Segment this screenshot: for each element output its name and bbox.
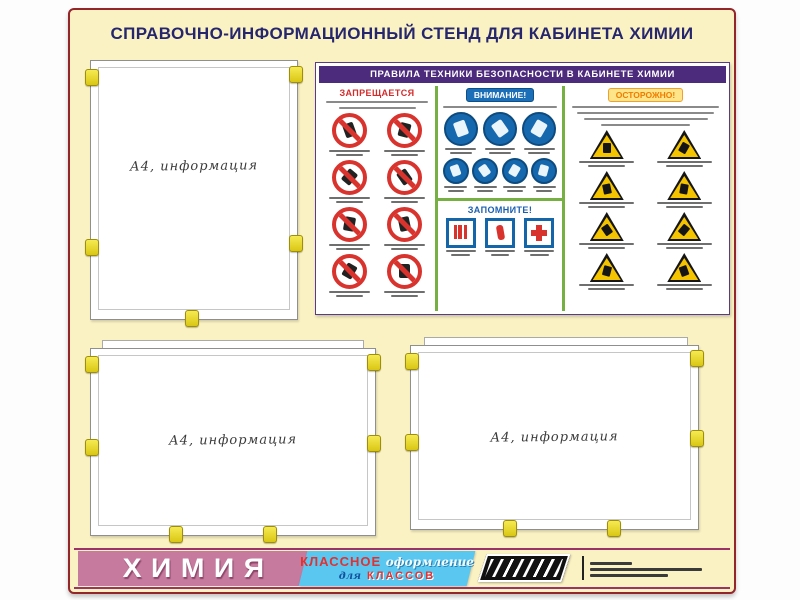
mandatory-sign-cell bbox=[530, 158, 560, 192]
prohibition-sign-icon bbox=[332, 160, 367, 195]
sign-caption-line bbox=[579, 243, 634, 245]
warning-sign-cell bbox=[568, 253, 646, 290]
remember-header: ЗАПОМНИТЕ! bbox=[467, 205, 533, 215]
caution-header: ОСТОРОЖНО! bbox=[608, 88, 683, 102]
footer-divider bbox=[582, 556, 584, 580]
clip-icon bbox=[367, 435, 381, 452]
mandatory-sign-icon bbox=[444, 112, 478, 146]
prohibition-sign-cell bbox=[322, 113, 377, 156]
pictogram bbox=[538, 164, 550, 177]
prohibition-sign-cell bbox=[322, 254, 377, 297]
sign-caption-line bbox=[474, 186, 497, 188]
clip-icon bbox=[263, 526, 277, 543]
sign-caption-line bbox=[657, 284, 712, 286]
sign-caption-line bbox=[391, 154, 418, 156]
sign-caption bbox=[651, 200, 718, 208]
a4-placeholder-label: А4, информация bbox=[129, 158, 259, 175]
fine-print-line bbox=[590, 574, 668, 577]
sign-caption bbox=[473, 184, 498, 192]
pictogram bbox=[496, 225, 505, 241]
sign-caption-line bbox=[384, 244, 424, 246]
warning-sign-icon bbox=[667, 253, 701, 282]
clip-icon bbox=[85, 356, 99, 373]
subject-banner bbox=[78, 551, 308, 586]
safety-rules-poster bbox=[315, 62, 730, 315]
mandatory-sign-icon bbox=[483, 112, 517, 146]
mandatory-sign-cell bbox=[520, 112, 559, 154]
mandatory-sign-grid-row2 bbox=[441, 158, 559, 192]
first-aid-cross-icon bbox=[524, 218, 554, 248]
prohibition-slash bbox=[336, 163, 365, 192]
sign-caption bbox=[532, 184, 557, 192]
sign-caption bbox=[522, 248, 556, 256]
pictogram bbox=[531, 225, 547, 241]
brand-word-klassnoe: КЛАССНОЕ bbox=[300, 554, 382, 570]
warning-sign-cell bbox=[646, 171, 724, 208]
column-caution bbox=[565, 86, 726, 311]
pictogram bbox=[508, 163, 521, 177]
sign-caption-line bbox=[391, 295, 418, 297]
pocket-a4-landscape-right bbox=[410, 345, 699, 530]
sign-caption bbox=[573, 282, 640, 290]
prohibition-slash bbox=[391, 210, 420, 239]
prohibition-sign-icon bbox=[332, 113, 367, 148]
footer-top-rule bbox=[74, 548, 730, 550]
fire-extinguisher-sign-cell bbox=[480, 218, 519, 256]
warning-sign-icon bbox=[667, 212, 701, 241]
fine-print-line bbox=[590, 562, 632, 565]
prohibition-slash bbox=[391, 163, 420, 192]
clip-icon bbox=[607, 520, 621, 537]
intro-text-line bbox=[601, 124, 691, 126]
warning-sign-grid bbox=[568, 130, 723, 290]
sign-caption bbox=[326, 195, 373, 203]
brand-text bbox=[300, 551, 474, 586]
sign-caption-line bbox=[329, 244, 369, 246]
poster-title: ПРАВИЛА ТЕХНИКИ БЕЗОПАСНОСТИ В КАБИНЕТЕ ХИМИИ bbox=[319, 66, 726, 83]
warning-sign-icon bbox=[667, 171, 701, 200]
sign-caption bbox=[651, 282, 718, 290]
sign-caption-line bbox=[485, 250, 515, 252]
sign-caption-line bbox=[450, 152, 472, 154]
sign-caption-line bbox=[489, 152, 511, 154]
clip-icon bbox=[85, 439, 99, 456]
pocket-a4-landscape-left bbox=[90, 348, 376, 536]
sign-caption-line bbox=[451, 254, 470, 256]
intro-text-line bbox=[584, 118, 708, 120]
prohibition-sign-icon bbox=[387, 254, 422, 289]
mandatory-sign-icon bbox=[443, 158, 469, 184]
sign-caption-line bbox=[588, 165, 625, 167]
sign-caption-line bbox=[503, 186, 526, 188]
sign-caption-line bbox=[588, 206, 625, 208]
clip-icon bbox=[690, 430, 704, 447]
pictogram bbox=[491, 119, 509, 138]
warning-sign-icon bbox=[590, 253, 624, 282]
fire-hydrant-sign-cell bbox=[441, 218, 480, 256]
prohibition-sign-icon bbox=[332, 207, 367, 242]
warning-sign-cell bbox=[646, 130, 724, 167]
sign-caption-line bbox=[336, 154, 363, 156]
clip-icon bbox=[185, 310, 199, 327]
a4-placeholder-label: А4, информация bbox=[168, 432, 298, 449]
sign-caption-line bbox=[384, 150, 424, 152]
brand-word-dlya: для bbox=[338, 570, 361, 582]
sign-caption bbox=[444, 248, 478, 256]
mandatory-sign-icon bbox=[502, 158, 528, 184]
prohibition-sign-icon bbox=[332, 254, 367, 289]
warning-sign-icon bbox=[667, 130, 701, 159]
clip-icon bbox=[289, 235, 303, 252]
sign-caption bbox=[444, 146, 478, 154]
warning-sign-cell bbox=[646, 212, 724, 249]
sign-caption-line bbox=[666, 288, 703, 290]
sign-caption-line bbox=[384, 291, 424, 293]
warning-sign-cell bbox=[646, 253, 724, 290]
prohibition-sign-cell bbox=[377, 207, 432, 250]
sign-caption bbox=[483, 146, 517, 154]
sign-caption bbox=[573, 241, 640, 249]
prohibition-sign-cell bbox=[377, 254, 432, 297]
intro-text-line bbox=[577, 112, 713, 114]
pictogram bbox=[454, 225, 467, 239]
sign-caption-line bbox=[579, 202, 634, 204]
sign-caption-line bbox=[579, 161, 634, 163]
a4-sheet bbox=[98, 67, 290, 310]
fine-print-line bbox=[590, 568, 702, 571]
pictogram bbox=[452, 119, 468, 137]
sign-caption-line bbox=[666, 206, 703, 208]
prohibition-sign-cell bbox=[322, 160, 377, 203]
sign-caption bbox=[381, 195, 428, 203]
clip-icon bbox=[169, 526, 183, 543]
publisher-logo bbox=[477, 554, 570, 582]
publisher-fine-print bbox=[590, 559, 710, 580]
poster-body bbox=[319, 86, 726, 311]
sign-caption-line bbox=[666, 247, 703, 249]
subject-label: ХИМИЯ bbox=[122, 553, 274, 583]
clip-icon bbox=[367, 354, 381, 371]
stand-board bbox=[68, 8, 736, 594]
pictogram bbox=[449, 164, 461, 177]
column-prohibited bbox=[319, 86, 435, 311]
mandatory-sign-cell bbox=[471, 158, 501, 192]
sign-caption-line bbox=[491, 254, 510, 256]
mandatory-sign-cell bbox=[480, 112, 519, 154]
mandatory-sign-icon bbox=[531, 158, 557, 184]
warning-sign-icon bbox=[590, 171, 624, 200]
sign-caption bbox=[326, 148, 373, 156]
brand-word-klassov: КЛАССОВ bbox=[367, 569, 436, 582]
warning-sign-cell bbox=[568, 212, 646, 249]
mandatory-sign-cell bbox=[441, 158, 471, 192]
sign-caption bbox=[381, 289, 428, 297]
mandatory-sign-grid-row1 bbox=[441, 112, 559, 154]
brand-word-oformlenie: оформление bbox=[385, 555, 474, 570]
sign-caption-line bbox=[657, 202, 712, 204]
pictogram bbox=[478, 163, 492, 177]
stand-title: СПРАВОЧНО-ИНФОРМАЦИОННЫЙ СТЕНД ДЛЯ КАБИНЕТА ХИМИИ bbox=[110, 24, 694, 43]
pictogram bbox=[602, 183, 612, 194]
sign-caption-line bbox=[329, 150, 369, 152]
prohibition-sign-cell bbox=[377, 160, 432, 203]
clip-icon bbox=[690, 350, 704, 367]
sign-caption-line bbox=[588, 247, 625, 249]
sign-caption-line bbox=[657, 161, 712, 163]
sign-caption-line bbox=[666, 165, 703, 167]
fire-hydrant-icon bbox=[446, 218, 476, 248]
prohibition-slash bbox=[336, 116, 365, 145]
sign-caption-line bbox=[446, 250, 476, 252]
prohibition-slash bbox=[336, 210, 365, 239]
sign-caption-line bbox=[507, 190, 523, 192]
intro-text-line bbox=[326, 101, 427, 103]
prohibition-sign-grid bbox=[322, 113, 432, 297]
mandatory-sign-icon bbox=[472, 158, 498, 184]
warning-sign-cell bbox=[568, 130, 646, 167]
prohibition-sign-icon bbox=[387, 113, 422, 148]
prohibition-sign-cell bbox=[322, 207, 377, 250]
sign-caption bbox=[651, 159, 718, 167]
sign-caption-line bbox=[336, 248, 363, 250]
sign-caption-line bbox=[528, 152, 550, 154]
sign-caption bbox=[381, 242, 428, 250]
prohibited-header: ЗАПРЕЩАЕТСЯ bbox=[339, 88, 415, 98]
sign-caption-line bbox=[329, 197, 369, 199]
warning-sign-cell bbox=[568, 171, 646, 208]
clip-icon bbox=[503, 520, 517, 537]
sign-caption-line bbox=[448, 190, 464, 192]
column-mandatory bbox=[438, 86, 562, 311]
sign-caption-line bbox=[336, 295, 363, 297]
clip-icon bbox=[289, 66, 303, 83]
mandatory-sign-icon bbox=[522, 112, 556, 146]
a4-placeholder-label: А4, информация bbox=[490, 429, 619, 446]
clip-icon bbox=[85, 239, 99, 256]
sign-caption-line bbox=[657, 243, 712, 245]
attention-header: ВНИМАНИЕ! bbox=[466, 88, 534, 102]
pocket-a4-portrait bbox=[90, 60, 298, 320]
remember-sign-grid bbox=[441, 218, 559, 256]
sign-caption-line bbox=[329, 291, 369, 293]
sign-caption-line bbox=[579, 284, 634, 286]
sign-caption bbox=[573, 159, 640, 167]
sign-caption-line bbox=[444, 186, 467, 188]
sign-caption-line bbox=[477, 190, 493, 192]
pictogram bbox=[603, 143, 611, 153]
prohibition-slash bbox=[391, 116, 420, 145]
sign-caption-line bbox=[533, 186, 556, 188]
clip-icon bbox=[85, 69, 99, 86]
sign-caption bbox=[502, 184, 527, 192]
prohibition-sign-icon bbox=[387, 207, 422, 242]
sign-caption-line bbox=[336, 201, 363, 203]
intro-text-line bbox=[572, 106, 719, 108]
footer-bottom-rule bbox=[74, 587, 730, 589]
warning-sign-icon bbox=[590, 130, 624, 159]
sign-caption-line bbox=[588, 288, 625, 290]
brand-banner bbox=[299, 551, 476, 586]
prohibition-sign-icon bbox=[387, 160, 422, 195]
sign-caption bbox=[573, 200, 640, 208]
sign-caption-line bbox=[536, 190, 552, 192]
sign-caption-line bbox=[445, 148, 475, 150]
sign-caption-line bbox=[485, 148, 515, 150]
intro-text-line bbox=[339, 107, 416, 109]
pictogram bbox=[530, 119, 548, 138]
sign-caption-line bbox=[530, 254, 549, 256]
mandatory-sign-cell bbox=[441, 112, 480, 154]
sign-caption bbox=[381, 148, 428, 156]
sign-caption bbox=[326, 289, 373, 297]
mandatory-sign-cell bbox=[500, 158, 530, 192]
sign-caption-line bbox=[391, 248, 418, 250]
first-aid-cross-sign-cell bbox=[520, 218, 559, 256]
sign-caption bbox=[443, 184, 468, 192]
publisher-logo-glyphs bbox=[485, 559, 563, 577]
sign-caption bbox=[522, 146, 556, 154]
prohibition-slash bbox=[336, 257, 365, 286]
sign-caption bbox=[326, 242, 373, 250]
warning-sign-icon bbox=[590, 212, 624, 241]
sign-caption-line bbox=[524, 250, 554, 252]
sign-caption bbox=[483, 248, 517, 256]
prohibition-sign-cell bbox=[377, 113, 432, 156]
sign-caption bbox=[651, 241, 718, 249]
fire-extinguisher-icon bbox=[485, 218, 515, 248]
prohibition-slash bbox=[391, 257, 420, 286]
sign-caption-line bbox=[524, 148, 554, 150]
clip-icon bbox=[405, 434, 419, 451]
clip-icon bbox=[405, 353, 419, 370]
sign-caption-line bbox=[391, 201, 418, 203]
green-divider-horizontal bbox=[438, 198, 562, 201]
sign-caption-line bbox=[384, 197, 424, 199]
intro-text-line bbox=[443, 106, 556, 108]
